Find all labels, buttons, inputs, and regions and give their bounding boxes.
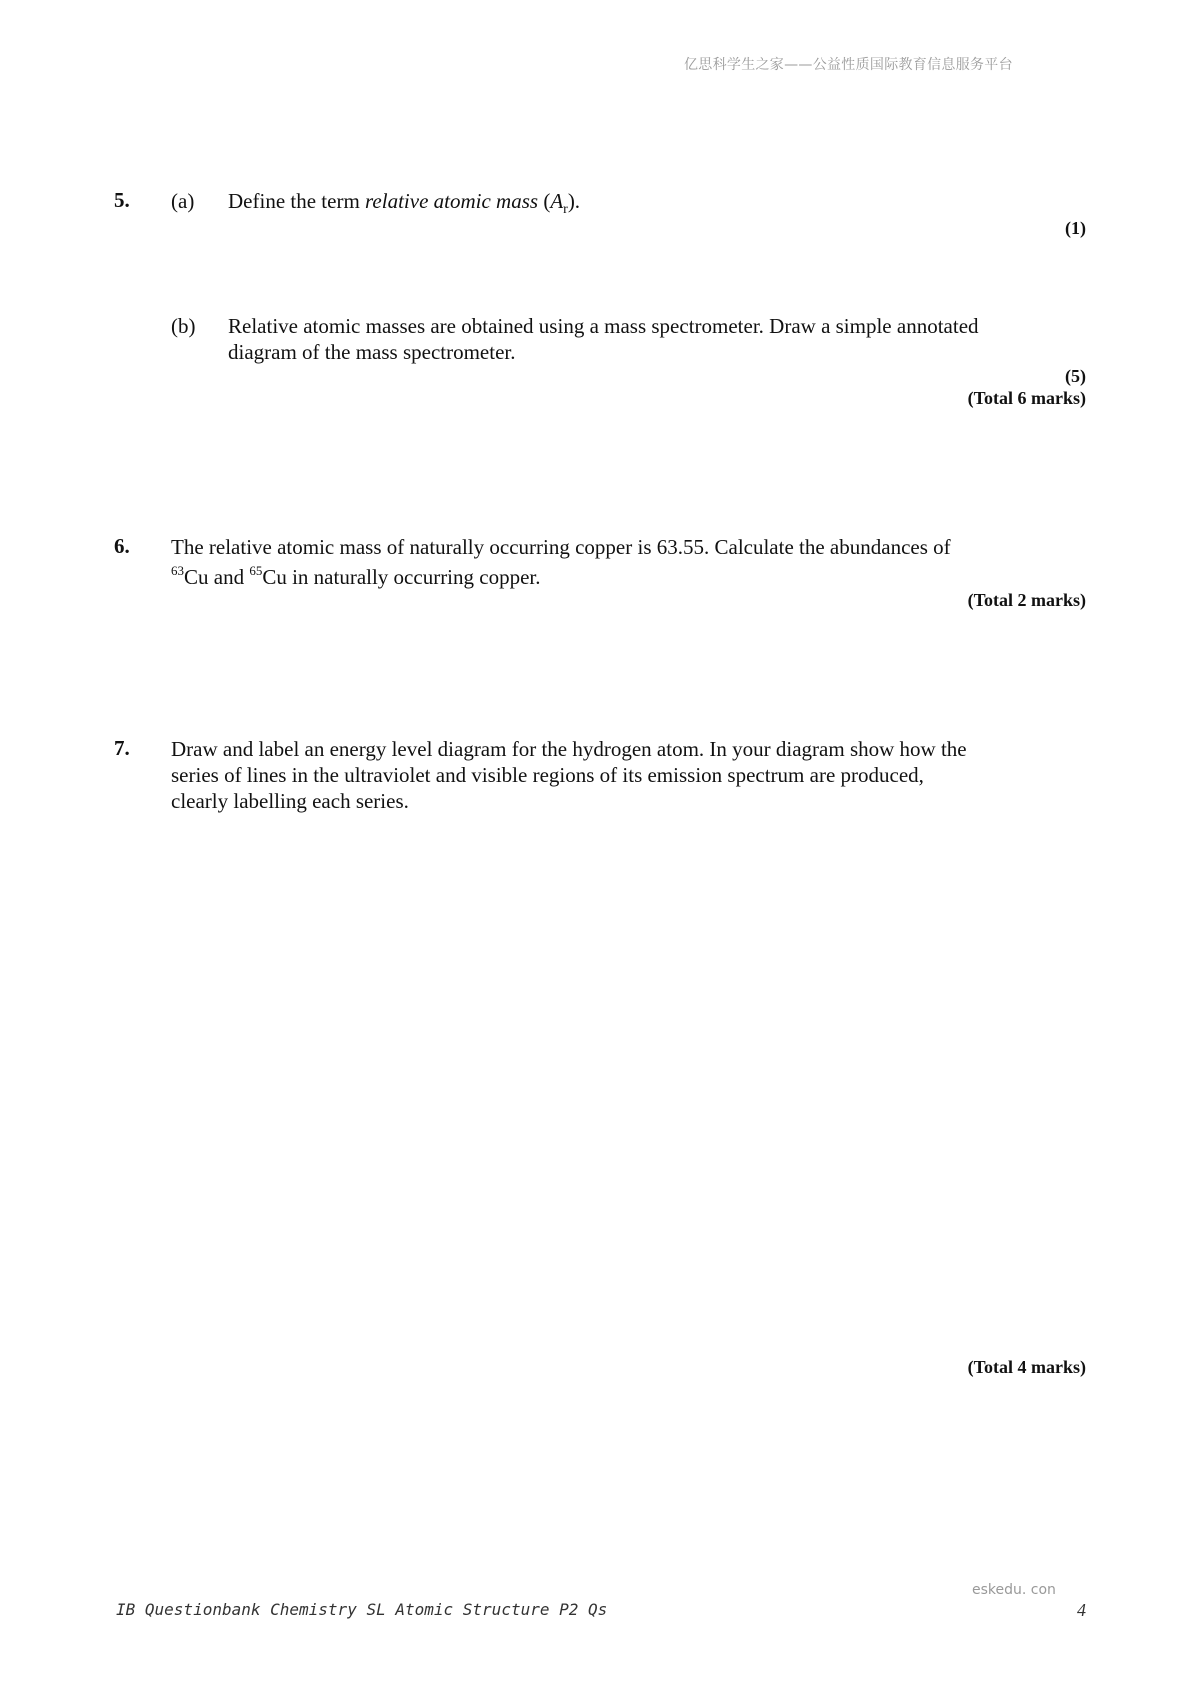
question-5b-line1: Relative atomic masses are obtained using a mass spectrometer. Draw a simple annotated (228, 314, 979, 338)
isotope-65-mass: 65 (249, 563, 263, 578)
question-7-line3: clearly labelling each series. (171, 789, 409, 813)
header-site-name: 亿思科学生之家——公益性质国际教育信息服务平台 (684, 57, 1013, 73)
isotope-63-mass: 63 (171, 563, 184, 578)
question-5a-text (228, 188, 580, 218)
question-5a-paren: ( (538, 189, 551, 213)
question-5b-label: (b) (171, 314, 196, 338)
question-5a-symbol: A (550, 189, 564, 213)
question-5a-subscript: r (563, 202, 568, 217)
question-6-text1: Cu and (184, 565, 250, 589)
question-7-number: 7. (114, 736, 130, 760)
question-5b-line2: diagram of the mass spectrometer. (228, 340, 516, 364)
question-5a-mark: (1) (1065, 218, 1086, 238)
question-7-text (171, 736, 967, 814)
question-7-line1: Draw and label an energy level diagram for the hydrogen atom. In your diagram show how the (171, 737, 967, 761)
question-6-text (171, 534, 951, 593)
question-6-total: (Total 2 marks) (967, 590, 1086, 610)
question-5-total: (Total 6 marks) (967, 388, 1086, 408)
question-5a-text-after: ). (567, 189, 581, 213)
question-7-line2: series of lines in the ultraviolet and visible regions of its emission spectrum are produced, (171, 763, 924, 787)
footer-site: eskedu. con (972, 1582, 1056, 1598)
question-6-line2 (171, 564, 951, 593)
question-6-text2: Cu in naturally occurring copper. (262, 565, 541, 589)
question-5a-text-before: Define the term (228, 189, 366, 213)
question-5a-label: (a) (171, 189, 195, 213)
footer-source: IB Questionbank Chemistry SL Atomic Structure P2 Qs (116, 1600, 608, 1619)
page-number: 4 (1077, 1600, 1086, 1620)
question-7-total: (Total 4 marks) (967, 1357, 1086, 1377)
question-5b-text (228, 313, 979, 365)
question-6-number: 6. (114, 534, 130, 558)
question-5b-mark: (5) (1065, 366, 1086, 386)
question-6-line1: The relative atomic mass of naturally occurring copper is 63.55. Calculate the abundances of (171, 535, 951, 559)
question-5-number: 5. (114, 188, 130, 212)
question-5a-term: relative atomic mass (365, 189, 539, 213)
